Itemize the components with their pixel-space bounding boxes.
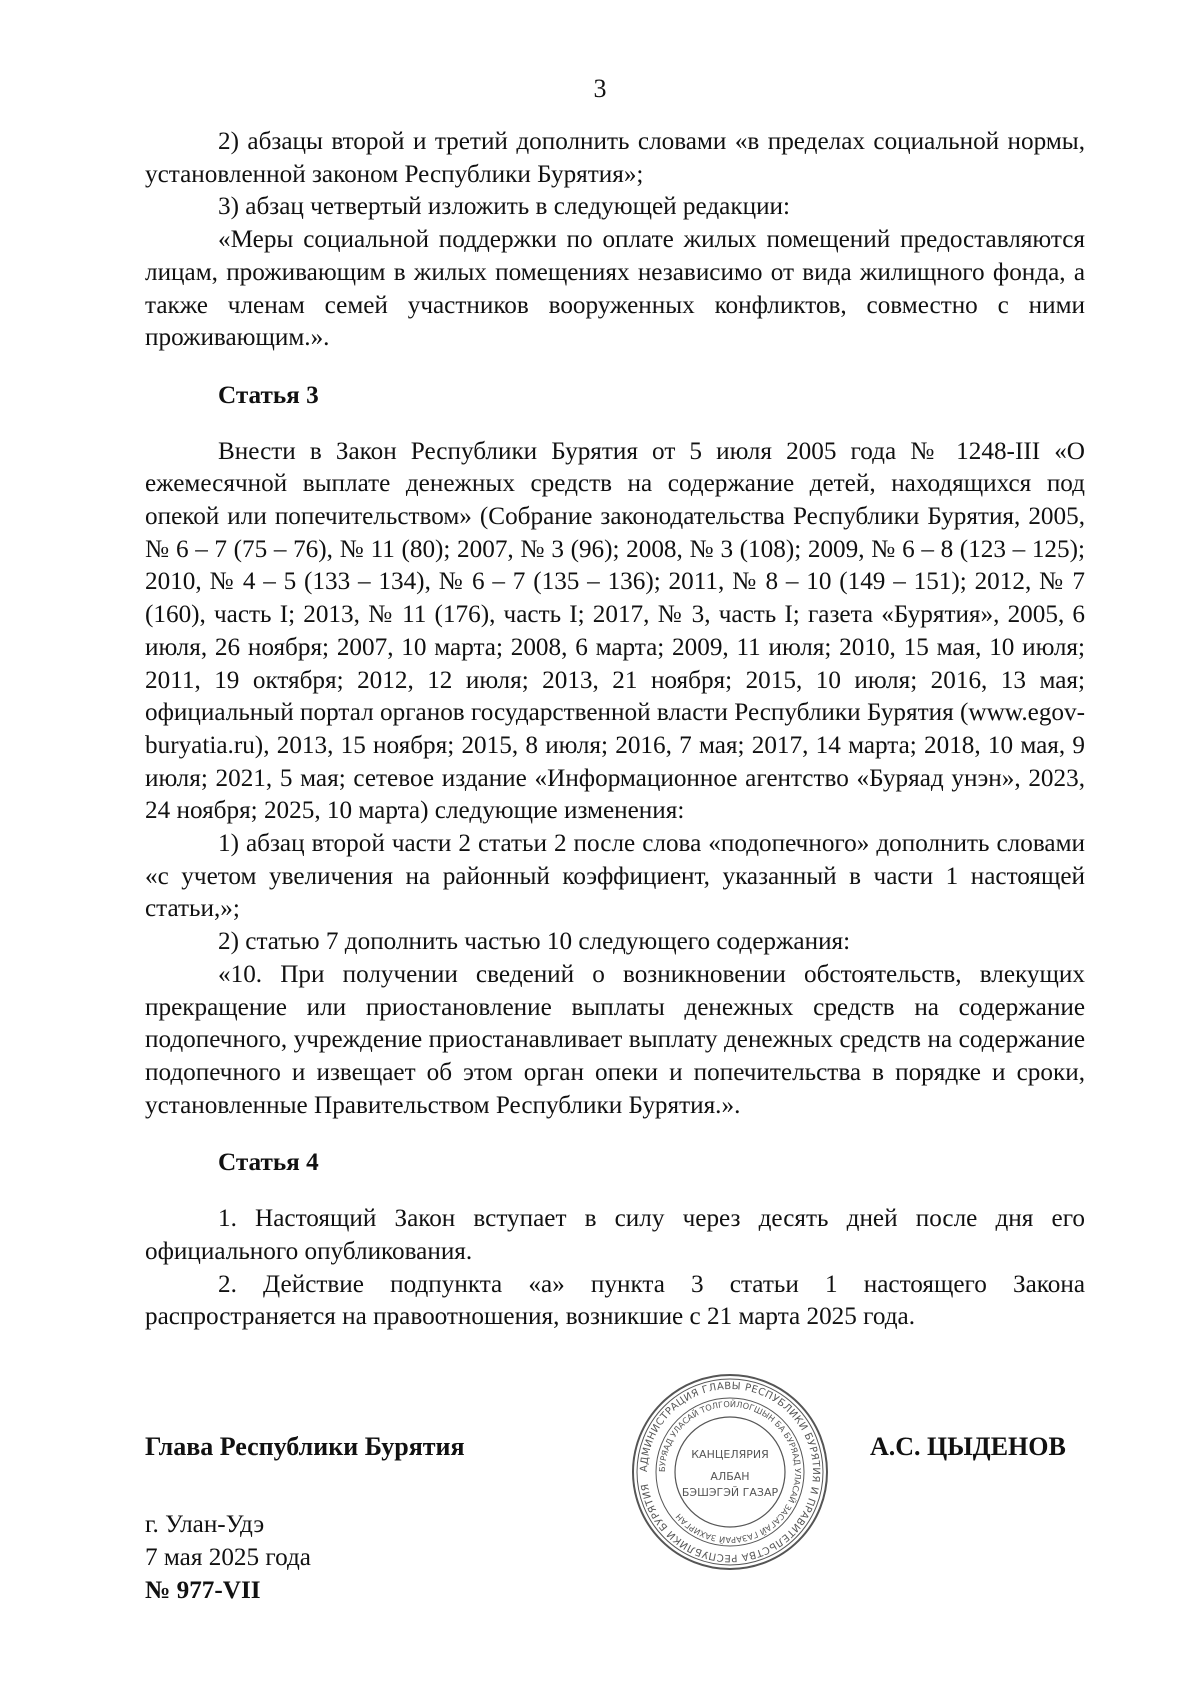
paragraph: 2. Действие подпункта «а» пункта 3 статьи 1 настоящего Закона распространяется на правоотношения, возникшие с 21 марта 2025 года. — [145, 1270, 1085, 1331]
page-number: 3 — [593, 74, 607, 103]
paragraph: 2) статью 7 дополнить частью 10 следующего содержания: — [218, 928, 851, 956]
law-number: № 977-VII — [145, 1577, 261, 1604]
paragraph: 1) абзац второй части 2 статьи 2 после слова «подопечного» дополнить словами «с учетом увеличения на районный коэффициент, указанный в части 1 настоящей статьи,»; — [145, 830, 1085, 923]
official-seal-icon — [630, 1372, 830, 1572]
seal-outer-text: АДМИНИСТРАЦИЯ ГЛАВЫ РЕСПУБЛИКИ БУРЯТИЯ И ПРАВИТЕЛЬСТВА РЕСПУБЛИКИ БУРЯТИЯ — [638, 1380, 822, 1564]
date: 7 мая 2025 года — [145, 1544, 311, 1571]
article-4-heading: Статья 4 — [218, 1149, 319, 1177]
seal-line-3: БЭШЭГЭЙ ГАЗАР — [681, 1486, 779, 1499]
seal-inner-text: БУРЯАД УЛАСАЙ ТОЛГОЙЛОГШЫН БА БУРЯАД УЛАСАЙ ЗАСАГАЙ ГАЗАРАЙ ЗАХИРГАН — [656, 1398, 804, 1546]
document-body — [145, 126, 1085, 1334]
paragraph: 3) абзац четвертый изложить в следующей редакции: — [218, 193, 791, 221]
article-3-heading: Статья 3 — [218, 381, 319, 409]
seal-line-2: АЛБАН — [710, 1470, 750, 1483]
paragraph: Внести в Закон Республики Бурятия от 5 июля 2005 года № 1248-III «О ежемесячной выплате денежных средств на содержание детей, находящихся под опекой или попечительством» (Собрание законодательства Республики Бурятия, 2005, № 6 – 7 (75 – 76), № 11 (80); 2007, № 3 (96); 2008, № 3 (108); 2009, № 6 – 8 (123 – 125); 2010, № 4 – 5 (133 – 134), № 6 – 7 (135 – 136); 2011, № 8 – 10 (149 – 151); 2012, № 7 (160), часть I; 2013, № 11 (176), часть I; 2017, № 3, часть I; газета «Бурятия», 2005, 6 июля, 26 ноября; 2007, 10 марта; 2008, 6 марта; 2009, 11 июля; 2010, 15 мая, 10 июля; 2011, 19 октября; 2012, 12 июля; 2013, 21 ноября; 2015, 10 июля; 2016, 13 мая; официальный портал органов государственной власти Республики Бурятия (www.egov-buryatia.ru), 2013, 15 ноября; 2015, 8 июля; 2016, 7 мая; 2017, 14 марта; 2018, 10 мая, 9 июля; 2021, 5 мая; сетевое издание «Информационное агентство «Буряад унэн», 2023, 24 ноября; 2025, 10 марта) следующие изменения: — [145, 437, 1085, 825]
signatory-name: А.С. ЦЫДЕНОВ — [870, 1432, 1066, 1461]
paragraph: 2) абзацы второй и третий дополнить словами «в пределах социальной нормы, установленной законом Республики Бурятия»; — [145, 128, 1085, 188]
paragraph: 1. Настоящий Закон вступает в силу через десять дней после дня его официального опубликования. — [145, 1205, 1085, 1265]
city: г. Улан-Удэ — [145, 1511, 265, 1538]
place-date-block — [145, 1508, 311, 1607]
seal-line-1: КАНЦЕЛЯРИЯ — [691, 1448, 769, 1461]
signatory-title: Глава Республики Бурятия — [145, 1432, 465, 1461]
paragraph: «Меры социальной поддержки по оплате жилых помещений предоставляются лицам, проживающим в жилых помещениях независимо от вида жилищного фонда, а также членам семей участников вооруженных конфликтов, совместно с ними проживающим.». — [145, 226, 1085, 352]
paragraph: «10. При получении сведений о возникновении обстоятельств, влекущих прекращение или приостановление выплаты денежных средств на содержание подопечного, учреждение приостанавливает выплату денежных средств на содержание подопечного и извещает об этом орган опеки и попечительства в порядке и сроки, установленные Правительством Республики Бурятия.». — [145, 960, 1085, 1119]
